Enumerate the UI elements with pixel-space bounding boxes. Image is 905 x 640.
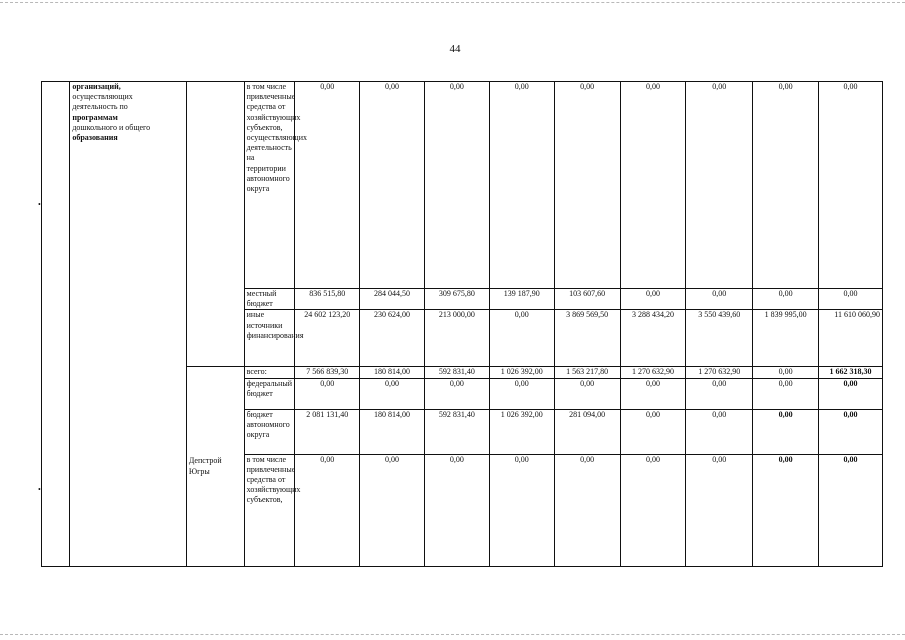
scan-mark: •: [38, 485, 41, 494]
value-cell: 309 675,80: [424, 289, 489, 310]
value-cell: 1 026 392,00: [489, 409, 554, 454]
program-name-line: дошкольного и общего: [72, 122, 151, 132]
value-cell: 0,00: [424, 454, 489, 566]
program-name-line: программам: [72, 112, 118, 122]
value-cell: 1 270 632,90: [686, 367, 753, 378]
value-cell: 0,00: [489, 310, 554, 367]
funding-source: в том числе привлеченные средства от хозяйствующих субъектов, осуществляющих деятельность на территории автономного округа: [244, 82, 295, 289]
index-cell: [42, 82, 70, 567]
value-cell: 1 563 217,80: [554, 367, 620, 378]
value-cell: 0,00: [554, 378, 620, 409]
value-cell: 0,00: [753, 289, 819, 310]
value-cell: 230 624,00: [360, 310, 425, 367]
program-name-line: деятельность по: [72, 102, 128, 112]
value-cell: 0,00: [295, 454, 360, 566]
funding-source: в том числе привлеченные средства от хозяйствующих субъектов,: [244, 454, 295, 566]
value-cell: 103 607,60: [554, 289, 620, 310]
executor-cell-1: [186, 82, 244, 367]
value-cell: 0,00: [819, 289, 883, 310]
value-cell: 0,00: [819, 454, 883, 566]
page-number: 44: [449, 43, 461, 55]
program-name-cell: [70, 82, 187, 567]
value-cell: 0,00: [424, 378, 489, 409]
value-cell: 0,00: [489, 454, 554, 566]
value-cell: 0,00: [819, 409, 883, 454]
value-cell: 0,00: [295, 378, 360, 409]
value-cell: 0,00: [686, 378, 753, 409]
budget-table: [41, 81, 883, 567]
value-cell: 7 566 839,30: [295, 367, 360, 378]
value-cell: 3 550 439,60: [686, 310, 753, 367]
value-cell: 0,00: [819, 378, 883, 409]
value-cell: 180 814,00: [360, 409, 425, 454]
value-cell: 0,00: [424, 82, 489, 289]
value-cell: 281 094,00: [554, 409, 620, 454]
scan-bottom-edge: [0, 634, 905, 635]
value-cell: 0,00: [686, 454, 753, 566]
value-cell: 0,00: [489, 378, 554, 409]
funding-source: федеральный бюджет: [244, 378, 295, 409]
funding-source: бюджет автономного округа: [244, 409, 295, 454]
table-row: [42, 82, 883, 289]
executor-name: Депстрой Югры: [188, 456, 222, 476]
value-cell: 1 839 995,00: [753, 310, 819, 367]
program-name-line: организаций,: [72, 82, 121, 91]
scan-top-edge: [0, 2, 905, 3]
value-cell: 0,00: [360, 378, 425, 409]
value-cell: 592 831,40: [424, 409, 489, 454]
value-cell: 139 187,90: [489, 289, 554, 310]
value-cell: 1 662 318,30: [819, 367, 883, 378]
value-cell: 0,00: [819, 82, 883, 289]
value-cell: 3 869 569,50: [554, 310, 620, 367]
value-cell: 1 026 392,00: [489, 367, 554, 378]
value-cell: 180 814,00: [360, 367, 425, 378]
executor-cell-2: [186, 367, 244, 566]
value-cell: 11 610 060,90: [819, 310, 883, 367]
value-cell: 0,00: [753, 409, 819, 454]
value-cell: 0,00: [620, 454, 686, 566]
value-cell: 0,00: [686, 289, 753, 310]
value-cell: 0,00: [620, 378, 686, 409]
value-cell: 0,00: [554, 454, 620, 566]
value-cell: 0,00: [753, 367, 819, 378]
value-cell: 0,00: [620, 82, 686, 289]
value-cell: 592 831,40: [424, 367, 489, 378]
value-cell: 284 044,50: [360, 289, 425, 310]
value-cell: 24 602 123,20: [295, 310, 360, 367]
value-cell: 0,00: [686, 82, 753, 289]
value-cell: 0,00: [753, 454, 819, 566]
value-cell: 0,00: [360, 82, 425, 289]
scan-mark: •: [38, 200, 41, 209]
program-name-line: осуществляющих: [72, 92, 133, 102]
value-cell: 836 515,80: [295, 289, 360, 310]
value-cell: 0,00: [295, 82, 360, 289]
value-cell: 1 270 632,90: [620, 367, 686, 378]
program-name-line: образования: [72, 133, 118, 143]
funding-source: местный бюджет: [244, 289, 295, 310]
value-cell: 0,00: [620, 289, 686, 310]
value-cell: 0,00: [554, 82, 620, 289]
value-cell: 0,00: [620, 409, 686, 454]
value-cell: 0,00: [686, 409, 753, 454]
value-cell: 213 000,00: [424, 310, 489, 367]
value-cell: 0,00: [753, 378, 819, 409]
funding-source: всего:: [244, 367, 295, 378]
value-cell: 2 081 131,40: [295, 409, 360, 454]
funding-source: иные источники финансирования: [244, 310, 295, 367]
value-cell: 0,00: [360, 454, 425, 566]
value-cell: 0,00: [753, 82, 819, 289]
value-cell: 3 288 434,20: [620, 310, 686, 367]
value-cell: 0,00: [489, 82, 554, 289]
